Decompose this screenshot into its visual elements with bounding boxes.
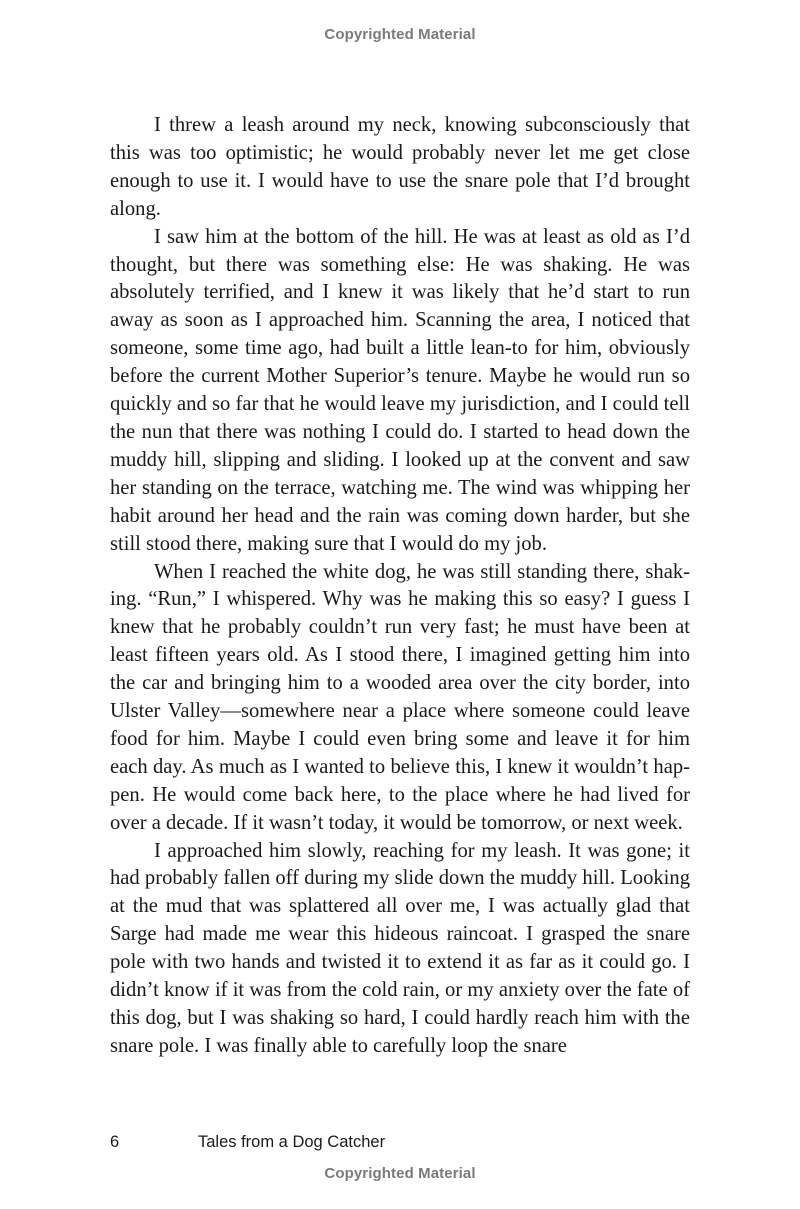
watermark-top: Copyrighted Material — [324, 26, 476, 43]
paragraph-3: When I reached the white dog, he was still standing there, shaking. “Run,” I whispered. Why was he making this so easy? I guess I knew that he probably couldn’t run very fast; he must have been at least fifteen years old. As I stood there, I imagined getting him into the car and bringing him to a wooded area over the city border, into Ulster Valley—somewhere near a place where someone could leave food for him. Maybe I could even bring some and leave it for him each day. As much as I wanted to believe this, I knew it wouldn’t happen. He would come back here, to the place where he had lived for over a decade. If it wasn’t today, it would be tomorrow, or next week. — [110, 560, 690, 834]
paragraph-1: I threw a leash around my neck, knowing subconsciously that this was too optimistic; he would probably never let me get close enough to use it. I would have to use the snare pole that I’d brought along. — [110, 114, 690, 220]
watermark-bottom: Copyrighted Material — [324, 1165, 476, 1182]
body-text — [110, 112, 690, 1061]
running-title: Tales from a Dog Catcher — [198, 1133, 386, 1151]
paragraph-2: I saw him at the bottom of the hill. He was at least as old as I’d thought, but there was something else: He was shaking. He was absolutely terrified, and I knew it was likely that he’d start to run away as soon as I approached him. Scanning the area, I noticed that someone, some time ago, had built a little lean-to for him, obviously before the current Mother Superior’s tenure. Maybe he would run so quickly and so far that he would leave my jurisdiction, and I could tell the nun that there was nothing I could do. I started to head down the muddy hill, slipping and sliding. I looked up at the convent and saw her standing on the terrace, watching me. The wind was whipping her habit around her head and the rain was coming down harder, but she still stood there, making sure that I would do my job. — [110, 225, 690, 555]
paragraph-4: I approached him slowly, reaching for my leash. It was gone; it had probably fallen off during my slide down the muddy hill. Looking at the mud that was splattered all over me, I was actually glad that Sarge had made me wear this hideous raincoat. I grasped the snare pole with two hands and twisted it to extend it as far as it could go. I didn’t know if it was from the cold rain, or my anxiety over the fate of this dog, but I was shaking so hard, I could hardly reach him with the snare pole. I was finally able to carefully loop the snare — [110, 839, 690, 1057]
page-number: 6 — [110, 1133, 120, 1151]
